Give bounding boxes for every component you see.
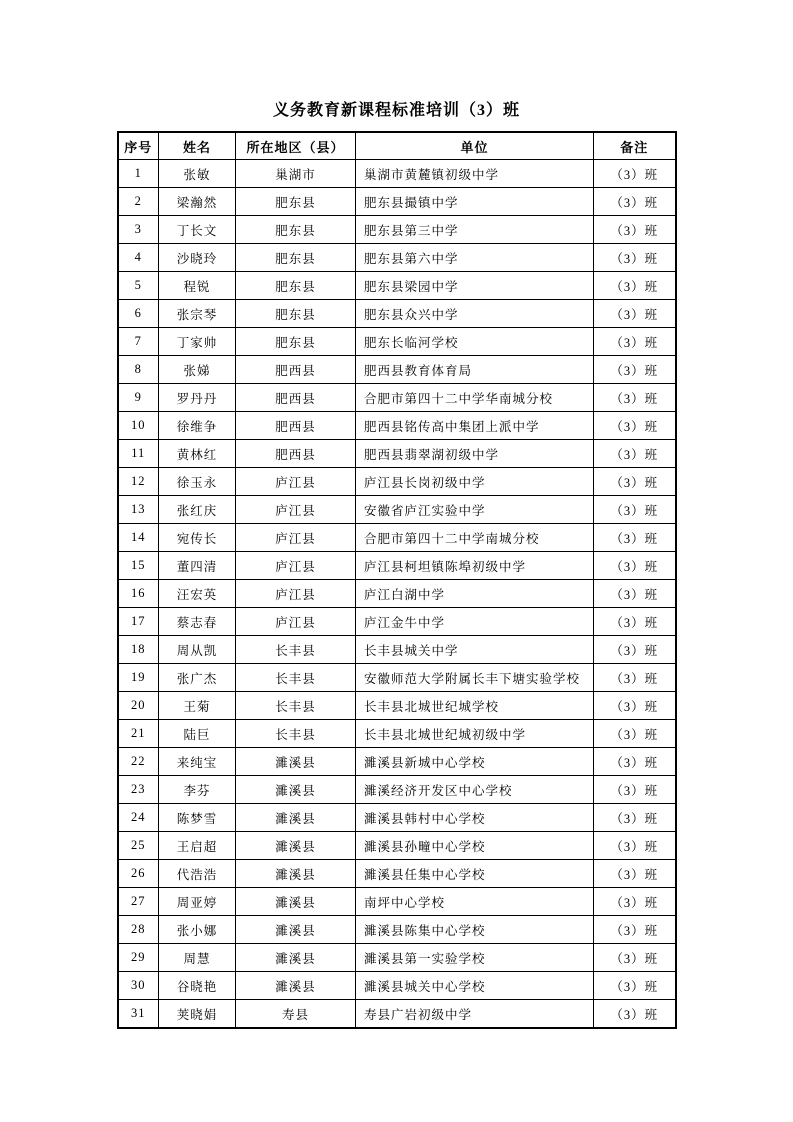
cell-no: 11	[118, 440, 159, 468]
cell-note: （3）班	[594, 356, 676, 384]
cell-area: 濉溪县	[236, 748, 356, 776]
cell-no: 3	[118, 216, 159, 244]
table-row	[118, 608, 676, 636]
cell-no: 5	[118, 272, 159, 300]
table-row	[118, 776, 676, 804]
table-row	[118, 496, 676, 524]
cell-unit: 濉溪经济开发区中心学校	[356, 776, 594, 804]
cell-area: 濉溪县	[236, 776, 356, 804]
table-row	[118, 356, 676, 384]
cell-unit: 长丰县北城世纪城初级中学	[356, 720, 594, 748]
cell-no: 9	[118, 384, 159, 412]
table-header-row	[118, 132, 676, 160]
cell-note: （3）班	[594, 552, 676, 580]
table-row	[118, 216, 676, 244]
cell-unit: 巢湖市黄麓镇初级中学	[356, 160, 594, 188]
cell-area: 肥东县	[236, 300, 356, 328]
table-row	[118, 636, 676, 664]
cell-note: （3）班	[594, 188, 676, 216]
cell-unit: 庐江白湖中学	[356, 580, 594, 608]
cell-name: 汪宏英	[159, 580, 236, 608]
cell-note: （3）班	[594, 944, 676, 972]
table-row	[118, 412, 676, 440]
cell-no: 7	[118, 328, 159, 356]
cell-unit: 寿县广岩初级中学	[356, 1000, 594, 1029]
cell-note: （3）班	[594, 916, 676, 944]
cell-unit: 合肥市第四十二中学南城分校	[356, 524, 594, 552]
cell-unit: 肥西县教育体育局	[356, 356, 594, 384]
cell-area: 濉溪县	[236, 888, 356, 916]
cell-area: 濉溪县	[236, 804, 356, 832]
table-row	[118, 748, 676, 776]
cell-note: （3）班	[594, 748, 676, 776]
table-row	[118, 804, 676, 832]
table-row	[118, 888, 676, 916]
cell-area: 长丰县	[236, 692, 356, 720]
cell-name: 张红庆	[159, 496, 236, 524]
table-row	[118, 272, 676, 300]
cell-note: （3）班	[594, 832, 676, 860]
cell-note: （3）班	[594, 804, 676, 832]
cell-name: 徐维争	[159, 412, 236, 440]
cell-note: （3）班	[594, 524, 676, 552]
table-row	[118, 328, 676, 356]
cell-name: 来纯宝	[159, 748, 236, 776]
cell-name: 陈梦雪	[159, 804, 236, 832]
cell-area: 濉溪县	[236, 916, 356, 944]
cell-note: （3）班	[594, 720, 676, 748]
cell-note: （3）班	[594, 860, 676, 888]
cell-unit: 合肥市第四十二中学华南城分校	[356, 384, 594, 412]
column-header-area: 所在地区（县）	[236, 132, 356, 160]
cell-no: 31	[118, 1000, 159, 1029]
table-row	[118, 720, 676, 748]
cell-unit: 庐江县长岗初级中学	[356, 468, 594, 496]
cell-no: 12	[118, 468, 159, 496]
cell-note: （3）班	[594, 244, 676, 272]
cell-name: 徐玉永	[159, 468, 236, 496]
cell-no: 29	[118, 944, 159, 972]
cell-name: 丁长文	[159, 216, 236, 244]
cell-name: 董四清	[159, 552, 236, 580]
cell-area: 濉溪县	[236, 944, 356, 972]
cell-no: 19	[118, 664, 159, 692]
cell-unit: 肥西县翡翠湖初级中学	[356, 440, 594, 468]
cell-area: 濉溪县	[236, 860, 356, 888]
cell-note: （3）班	[594, 440, 676, 468]
cell-area: 肥东县	[236, 188, 356, 216]
cell-area: 肥东县	[236, 244, 356, 272]
cell-name: 周慧	[159, 944, 236, 972]
cell-unit: 肥西县铭传高中集团上派中学	[356, 412, 594, 440]
cell-no: 13	[118, 496, 159, 524]
cell-note: （3）班	[594, 664, 676, 692]
cell-area: 肥西县	[236, 440, 356, 468]
cell-no: 23	[118, 776, 159, 804]
column-header-note: 备注	[594, 132, 676, 160]
table-row	[118, 440, 676, 468]
table-row	[118, 692, 676, 720]
column-header-no: 序号	[118, 132, 159, 160]
cell-name: 李芬	[159, 776, 236, 804]
cell-no: 4	[118, 244, 159, 272]
cell-area: 长丰县	[236, 664, 356, 692]
cell-unit: 濉溪县新城中心学校	[356, 748, 594, 776]
cell-unit: 肥东县第六中学	[356, 244, 594, 272]
cell-area: 肥西县	[236, 384, 356, 412]
table-row	[118, 160, 676, 188]
cell-no: 1	[118, 160, 159, 188]
cell-note: （3）班	[594, 384, 676, 412]
training-roster-table	[117, 131, 677, 1029]
cell-area: 长丰县	[236, 720, 356, 748]
cell-name: 梁瀚然	[159, 188, 236, 216]
cell-name: 王菊	[159, 692, 236, 720]
cell-unit: 庐江县柯坦镇陈埠初级中学	[356, 552, 594, 580]
column-header-unit: 单位	[356, 132, 594, 160]
cell-note: （3）班	[594, 328, 676, 356]
cell-name: 荚晓娟	[159, 1000, 236, 1029]
cell-area: 庐江县	[236, 496, 356, 524]
cell-name: 罗丹丹	[159, 384, 236, 412]
cell-unit: 肥东长临河学校	[356, 328, 594, 356]
cell-area: 肥西县	[236, 412, 356, 440]
cell-name: 蔡志春	[159, 608, 236, 636]
cell-no: 22	[118, 748, 159, 776]
table-row	[118, 832, 676, 860]
cell-note: （3）班	[594, 692, 676, 720]
cell-unit: 长丰县城关中学	[356, 636, 594, 664]
cell-name: 周亚婷	[159, 888, 236, 916]
cell-unit: 庐江金牛中学	[356, 608, 594, 636]
cell-name: 周从凯	[159, 636, 236, 664]
cell-unit: 濉溪县任集中心学校	[356, 860, 594, 888]
cell-note: （3）班	[594, 412, 676, 440]
cell-unit: 濉溪县韩村中心学校	[356, 804, 594, 832]
cell-no: 18	[118, 636, 159, 664]
cell-area: 庐江县	[236, 608, 356, 636]
cell-area: 肥东县	[236, 272, 356, 300]
cell-area: 长丰县	[236, 636, 356, 664]
cell-name: 张宗琴	[159, 300, 236, 328]
cell-note: （3）班	[594, 216, 676, 244]
cell-unit: 肥东县众兴中学	[356, 300, 594, 328]
cell-unit: 南坪中心学校	[356, 888, 594, 916]
table-row	[118, 552, 676, 580]
table-row	[118, 244, 676, 272]
cell-no: 2	[118, 188, 159, 216]
table-row	[118, 1000, 676, 1029]
table-row	[118, 384, 676, 412]
cell-no: 28	[118, 916, 159, 944]
cell-no: 20	[118, 692, 159, 720]
table-row	[118, 580, 676, 608]
cell-name: 代浩浩	[159, 860, 236, 888]
cell-no: 17	[118, 608, 159, 636]
table-row	[118, 860, 676, 888]
table-row	[118, 944, 676, 972]
cell-name: 张娣	[159, 356, 236, 384]
cell-note: （3）班	[594, 496, 676, 524]
cell-no: 25	[118, 832, 159, 860]
cell-unit: 肥东县第三中学	[356, 216, 594, 244]
cell-unit: 濉溪县孙疃中心学校	[356, 832, 594, 860]
column-header-name: 姓名	[159, 132, 236, 160]
cell-area: 庐江县	[236, 552, 356, 580]
cell-unit: 安徽师范大学附属长丰下塘实验学校	[356, 664, 594, 692]
cell-area: 庐江县	[236, 580, 356, 608]
cell-name: 张敏	[159, 160, 236, 188]
cell-note: （3）班	[594, 776, 676, 804]
cell-no: 8	[118, 356, 159, 384]
cell-note: （3）班	[594, 300, 676, 328]
cell-no: 27	[118, 888, 159, 916]
page-title: 义务教育新课程标准培训（3）班	[272, 102, 520, 119]
cell-no: 10	[118, 412, 159, 440]
cell-note: （3）班	[594, 608, 676, 636]
cell-area: 濉溪县	[236, 972, 356, 1000]
table-row	[118, 972, 676, 1000]
cell-note: （3）班	[594, 468, 676, 496]
table-row	[118, 300, 676, 328]
cell-name: 丁家帅	[159, 328, 236, 356]
table-row	[118, 468, 676, 496]
cell-area: 肥东县	[236, 328, 356, 356]
cell-name: 黄林红	[159, 440, 236, 468]
cell-unit: 肥东县撮镇中学	[356, 188, 594, 216]
cell-unit: 濉溪县陈集中心学校	[356, 916, 594, 944]
cell-name: 陆巨	[159, 720, 236, 748]
cell-note: （3）班	[594, 580, 676, 608]
cell-area: 肥东县	[236, 216, 356, 244]
cell-note: （3）班	[594, 272, 676, 300]
cell-note: （3）班	[594, 888, 676, 916]
cell-area: 濉溪县	[236, 832, 356, 860]
cell-note: （3）班	[594, 636, 676, 664]
cell-no: 24	[118, 804, 159, 832]
cell-no: 14	[118, 524, 159, 552]
cell-unit: 濉溪县城关中心学校	[356, 972, 594, 1000]
cell-no: 26	[118, 860, 159, 888]
cell-no: 6	[118, 300, 159, 328]
cell-unit: 濉溪县第一实验学校	[356, 944, 594, 972]
table-row	[118, 664, 676, 692]
cell-area: 庐江县	[236, 524, 356, 552]
cell-note: （3）班	[594, 160, 676, 188]
cell-no: 30	[118, 972, 159, 1000]
cell-unit: 肥东县梁园中学	[356, 272, 594, 300]
table-row	[118, 524, 676, 552]
cell-unit: 安徽省庐江实验中学	[356, 496, 594, 524]
cell-no: 21	[118, 720, 159, 748]
cell-name: 谷晓艳	[159, 972, 236, 1000]
table-row	[118, 916, 676, 944]
cell-note: （3）班	[594, 972, 676, 1000]
cell-unit: 长丰县北城世纪城学校	[356, 692, 594, 720]
table-row	[118, 188, 676, 216]
cell-area: 庐江县	[236, 468, 356, 496]
cell-name: 程锐	[159, 272, 236, 300]
cell-note: （3）班	[594, 1000, 676, 1029]
cell-name: 张小娜	[159, 916, 236, 944]
table-body	[118, 160, 676, 1029]
cell-name: 宛传长	[159, 524, 236, 552]
cell-no: 16	[118, 580, 159, 608]
cell-no: 15	[118, 552, 159, 580]
cell-area: 肥西县	[236, 356, 356, 384]
cell-name: 张广杰	[159, 664, 236, 692]
cell-area: 巢湖市	[236, 160, 356, 188]
cell-name: 沙晓玲	[159, 244, 236, 272]
cell-name: 王启超	[159, 832, 236, 860]
cell-area: 寿县	[236, 1000, 356, 1029]
